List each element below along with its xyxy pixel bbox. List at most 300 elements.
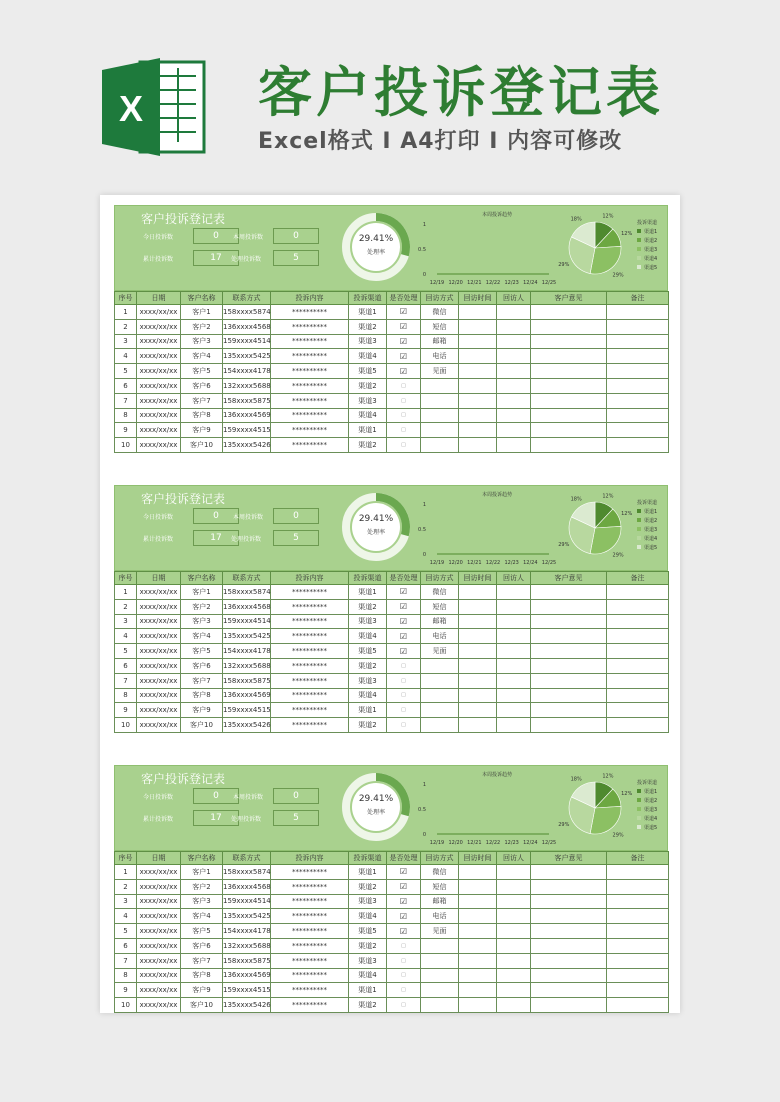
col-followup-time-cell [459, 879, 497, 894]
legend-swatch [637, 798, 641, 802]
col-followup-person-cell [497, 703, 531, 718]
col-followup-person-cell [497, 938, 531, 953]
col-channel-cell: 渠道1 [349, 865, 387, 880]
legend-label: 渠道4 [644, 536, 658, 542]
col-index-cell: 10 [115, 718, 137, 733]
handling-rate-value: 29.41% [358, 514, 394, 524]
col-customer-opinion-cell [531, 894, 607, 909]
col-handled-cell[interactable]: ☑ [387, 585, 421, 600]
col-contact-cell: 132xxxx5688 [223, 658, 271, 673]
col-index-cell: 10 [115, 998, 137, 1013]
handling-rate-value: 29.41% [358, 234, 394, 244]
col-content-cell: ********** [271, 953, 349, 968]
excel-logo-icon [100, 58, 208, 156]
col-followup-method-cell [421, 718, 459, 733]
legend-label: 渠道5 [644, 825, 658, 831]
col-followup-person-cell [497, 629, 531, 644]
col-handled-cell[interactable]: ☑ [387, 644, 421, 659]
col-customer-opinion-cell [531, 703, 607, 718]
col-contact-cell: 159xxxx4514 [223, 894, 271, 909]
y-tick-label: 1 [422, 502, 426, 508]
col-followup-person-cell [497, 599, 531, 614]
col-handled-cell[interactable]: ☑ [387, 909, 421, 924]
col-remarks-cell [607, 983, 669, 998]
col-customer-cell: 客户10 [181, 718, 223, 733]
col-remarks-cell [607, 968, 669, 983]
col-followup-person-cell [497, 924, 531, 939]
complaint-table [114, 571, 669, 733]
col-customer-opinion-cell [531, 865, 607, 880]
col-followup-time-cell [459, 998, 497, 1013]
legend-swatch [637, 816, 641, 820]
handling-rate-value: 29.41% [358, 794, 394, 804]
col-handled-cell[interactable]: ☑ [387, 924, 421, 939]
col-content-cell: ********** [271, 983, 349, 998]
table-row [115, 423, 669, 438]
col-remarks-cell [607, 703, 669, 718]
col-remarks-cell [607, 393, 669, 408]
col-channel-cell: 渠道4 [349, 909, 387, 924]
col-handled-cell[interactable]: □ [387, 998, 421, 1013]
col-followup-person-cell [497, 585, 531, 600]
x-tick-label: 12/25 [541, 840, 557, 846]
pie-data-label: 12% [602, 213, 614, 220]
poster-header [0, 0, 780, 185]
col-contact-cell: 135xxxx5426 [223, 998, 271, 1013]
table-row [115, 585, 669, 600]
legend-label: 渠道4 [644, 816, 658, 822]
col-followup-time-cell [459, 673, 497, 688]
col-handled-cell[interactable]: □ [387, 938, 421, 953]
col-remarks-cell [607, 378, 669, 393]
col-channel-cell: 渠道1 [349, 983, 387, 998]
col-contact-cell: 136xxxx4569 [223, 688, 271, 703]
col-followup-time-cell [459, 688, 497, 703]
dashboard-panel [114, 205, 668, 291]
col-customer-cell: 客户7 [181, 673, 223, 688]
col-handled-cell[interactable]: □ [387, 378, 421, 393]
col-customer-cell: 客户5 [181, 364, 223, 379]
col-customer-cell: 客户6 [181, 938, 223, 953]
legend-label: 渠道1 [644, 789, 658, 795]
col-contact-cell: 132xxxx5688 [223, 938, 271, 953]
col-contact-cell: 159xxxx4515 [223, 703, 271, 718]
col-channel-cell: 渠道2 [349, 718, 387, 733]
col-remarks-cell [607, 305, 669, 320]
header-col-channel: 投诉渠道 [349, 852, 387, 865]
header-col-content: 投诉内容 [271, 852, 349, 865]
col-remarks-cell [607, 423, 669, 438]
dashboard-title: 客户投诉登记表 [141, 772, 226, 786]
col-followup-time-cell [459, 599, 497, 614]
col-remarks-cell [607, 585, 669, 600]
total-complaints-value[interactable]: 17 [193, 250, 239, 266]
pie-data-label: 29% [612, 552, 624, 559]
col-followup-person-cell [497, 909, 531, 924]
col-remarks-cell [607, 599, 669, 614]
col-date-cell: xxxx/xx/xx [137, 924, 181, 939]
header-col-customer-opinion: 客户意见 [531, 852, 607, 865]
col-date-cell: xxxx/xx/xx [137, 644, 181, 659]
complaint-sheet [114, 765, 668, 1013]
col-followup-person-cell [497, 334, 531, 349]
col-followup-method-cell: 短信 [421, 319, 459, 334]
col-handled-cell[interactable]: ☑ [387, 614, 421, 629]
table-row [115, 305, 669, 320]
col-handled-cell[interactable]: ☑ [387, 364, 421, 379]
col-channel-cell: 渠道3 [349, 673, 387, 688]
table-row [115, 924, 669, 939]
col-followup-method-cell: 邮箱 [421, 614, 459, 629]
col-handled-cell[interactable]: ☑ [387, 894, 421, 909]
col-followup-person-cell [497, 673, 531, 688]
col-followup-method-cell: 电话 [421, 629, 459, 644]
table-row [115, 673, 669, 688]
col-handled-cell[interactable]: □ [387, 983, 421, 998]
col-customer-opinion-cell [531, 364, 607, 379]
col-date-cell: xxxx/xx/xx [137, 305, 181, 320]
col-index-cell: 6 [115, 938, 137, 953]
col-index-cell: 7 [115, 953, 137, 968]
table-row [115, 688, 669, 703]
col-remarks-cell [607, 924, 669, 939]
col-handled-cell[interactable]: □ [387, 393, 421, 408]
col-handled-cell[interactable]: ☑ [387, 305, 421, 320]
table-row [115, 865, 669, 880]
col-customer-cell: 客户3 [181, 614, 223, 629]
col-followup-method-cell [421, 423, 459, 438]
col-content-cell: ********** [271, 894, 349, 909]
table-row [115, 319, 669, 334]
col-followup-method-cell [421, 953, 459, 968]
col-channel-cell: 渠道2 [349, 599, 387, 614]
col-channel-cell: 渠道1 [349, 703, 387, 718]
x-tick-label: 12/19 [429, 280, 445, 286]
y-tick-label: 0 [422, 832, 426, 838]
x-tick-label: 12/24 [523, 280, 538, 286]
complaint-table [114, 291, 669, 453]
col-followup-time-cell [459, 438, 497, 453]
x-tick-label: 12/23 [504, 560, 519, 566]
col-contact-cell: 136xxxx4569 [223, 968, 271, 983]
col-index-cell: 1 [115, 585, 137, 600]
table-header-row [115, 572, 669, 585]
week-complaints-value[interactable]: 0 [273, 228, 319, 244]
col-followup-method-cell [421, 703, 459, 718]
col-date-cell: xxxx/xx/xx [137, 718, 181, 733]
col-followup-person-cell [497, 423, 531, 438]
header-col-customer: 客户名称 [181, 852, 223, 865]
y-tick-label: 0 [422, 272, 426, 278]
col-handled-cell[interactable]: □ [387, 673, 421, 688]
col-handled-cell[interactable]: □ [387, 423, 421, 438]
table-row [115, 968, 669, 983]
legend-swatch [637, 789, 641, 793]
col-customer-cell: 客户5 [181, 924, 223, 939]
header-col-followup-person: 回访人 [497, 572, 531, 585]
col-followup-person-cell [497, 968, 531, 983]
col-followup-method-cell [421, 438, 459, 453]
col-content-cell: ********** [271, 305, 349, 320]
col-index-cell: 1 [115, 305, 137, 320]
header-col-date: 日期 [137, 852, 181, 865]
col-customer-cell: 客户8 [181, 968, 223, 983]
col-followup-time-cell [459, 585, 497, 600]
col-handled-cell[interactable]: ☑ [387, 599, 421, 614]
week-complaints-value[interactable]: 0 [273, 788, 319, 804]
header-col-content: 投诉内容 [271, 572, 349, 585]
handled-complaints-value[interactable]: 5 [273, 530, 319, 546]
col-contact-cell: 136xxxx4568 [223, 319, 271, 334]
total-complaints-value[interactable]: 17 [193, 530, 239, 546]
col-channel-cell: 渠道2 [349, 998, 387, 1013]
col-channel-cell: 渠道5 [349, 924, 387, 939]
dashboard-panel [114, 485, 668, 571]
col-customer-cell: 客户9 [181, 423, 223, 438]
weekly-trend-title: 本周投诉趋势 [481, 212, 513, 218]
legend-swatch [637, 229, 641, 233]
col-date-cell: xxxx/xx/xx [137, 909, 181, 924]
legend-swatch [637, 545, 641, 549]
col-remarks-cell [607, 408, 669, 423]
table-row [115, 879, 669, 894]
col-handled-cell[interactable]: ☑ [387, 334, 421, 349]
col-handled-cell[interactable]: □ [387, 703, 421, 718]
header-col-customer: 客户名称 [181, 292, 223, 305]
col-customer-cell: 客户2 [181, 319, 223, 334]
col-followup-time-cell [459, 865, 497, 880]
col-contact-cell: 158xxxx5874 [223, 865, 271, 880]
col-index-cell: 5 [115, 364, 137, 379]
legend-label: 渠道1 [644, 229, 658, 235]
col-index-cell: 1 [115, 865, 137, 880]
pie-data-label: 29% [612, 272, 624, 279]
col-index-cell: 5 [115, 924, 137, 939]
table-row [115, 644, 669, 659]
col-date-cell: xxxx/xx/xx [137, 319, 181, 334]
col-followup-person-cell [497, 953, 531, 968]
table-row [115, 953, 669, 968]
col-customer-cell: 客户5 [181, 644, 223, 659]
col-followup-person-cell [497, 658, 531, 673]
col-followup-method-cell: 微信 [421, 865, 459, 880]
table-row [115, 998, 669, 1013]
col-handled-cell[interactable]: ☑ [387, 879, 421, 894]
col-contact-cell: 154xxxx4178 [223, 364, 271, 379]
x-tick-label: 12/20 [448, 560, 463, 566]
col-followup-person-cell [497, 408, 531, 423]
col-handled-cell[interactable]: ☑ [387, 865, 421, 880]
col-followup-method-cell [421, 968, 459, 983]
pie-data-label: 18% [570, 776, 582, 783]
col-customer-opinion-cell [531, 408, 607, 423]
header-col-followup-person: 回访人 [497, 292, 531, 305]
col-customer-opinion-cell [531, 614, 607, 629]
today-complaints-value[interactable]: 0 [193, 508, 239, 524]
col-contact-cell: 135xxxx5425 [223, 909, 271, 924]
legend-swatch [637, 256, 641, 260]
x-tick-label: 12/22 [485, 560, 501, 566]
header-col-date: 日期 [137, 292, 181, 305]
x-tick-label: 12/21 [467, 560, 482, 566]
col-handled-cell[interactable]: ☑ [387, 319, 421, 334]
col-followup-method-cell: 微信 [421, 305, 459, 320]
col-customer-opinion-cell [531, 319, 607, 334]
col-date-cell: xxxx/xx/xx [137, 953, 181, 968]
col-customer-cell: 客户9 [181, 983, 223, 998]
col-handled-cell[interactable]: □ [387, 718, 421, 733]
col-contact-cell: 158xxxx5874 [223, 305, 271, 320]
print-preview-paper [100, 195, 680, 1013]
legend-label: 渠道3 [644, 527, 658, 533]
col-customer-cell: 客户3 [181, 334, 223, 349]
col-date-cell: xxxx/xx/xx [137, 614, 181, 629]
col-handled-cell[interactable]: □ [387, 408, 421, 423]
col-handled-cell[interactable]: □ [387, 953, 421, 968]
col-date-cell: xxxx/xx/xx [137, 658, 181, 673]
col-channel-cell: 渠道3 [349, 393, 387, 408]
handling-rate-label: 处理率 [366, 809, 385, 816]
col-date-cell: xxxx/xx/xx [137, 629, 181, 644]
col-channel-cell: 渠道2 [349, 378, 387, 393]
col-remarks-cell [607, 938, 669, 953]
col-remarks-cell [607, 953, 669, 968]
header-col-channel: 投诉渠道 [349, 292, 387, 305]
col-channel-cell: 渠道1 [349, 585, 387, 600]
col-handled-cell[interactable]: □ [387, 688, 421, 703]
col-remarks-cell [607, 894, 669, 909]
table-header-row [115, 852, 669, 865]
excel-logo-letter: X [118, 88, 144, 129]
col-remarks-cell [607, 658, 669, 673]
col-contact-cell: 159xxxx4514 [223, 334, 271, 349]
header-col-remarks: 备注 [607, 852, 669, 865]
col-channel-cell: 渠道2 [349, 438, 387, 453]
header-col-customer-opinion: 客户意见 [531, 572, 607, 585]
col-index-cell: 8 [115, 688, 137, 703]
col-date-cell: xxxx/xx/xx [137, 968, 181, 983]
today-complaints-label: 今日投诉数 [143, 514, 174, 521]
legend-label: 渠道4 [644, 256, 658, 262]
col-index-cell: 2 [115, 319, 137, 334]
col-customer-cell: 客户10 [181, 438, 223, 453]
col-contact-cell: 136xxxx4569 [223, 408, 271, 423]
col-channel-cell: 渠道2 [349, 879, 387, 894]
col-followup-method-cell: 见面 [421, 644, 459, 659]
col-contact-cell: 136xxxx4568 [223, 879, 271, 894]
total-complaints-value[interactable]: 17 [193, 810, 239, 826]
col-index-cell: 4 [115, 629, 137, 644]
col-customer-opinion-cell [531, 629, 607, 644]
col-index-cell: 8 [115, 408, 137, 423]
col-index-cell: 3 [115, 334, 137, 349]
header-col-contact: 联系方式 [223, 852, 271, 865]
header-col-index: 序号 [115, 292, 137, 305]
pie-legend-title: 投诉渠道 [636, 780, 658, 786]
today-complaints-value[interactable]: 0 [193, 228, 239, 244]
col-content-cell: ********** [271, 599, 349, 614]
col-handled-cell[interactable]: □ [387, 438, 421, 453]
table-row [115, 614, 669, 629]
col-followup-method-cell [421, 983, 459, 998]
col-date-cell: xxxx/xx/xx [137, 879, 181, 894]
today-complaints-value[interactable]: 0 [193, 788, 239, 804]
col-customer-opinion-cell [531, 349, 607, 364]
weekly-trend-chart [419, 488, 559, 570]
col-handled-cell[interactable]: □ [387, 968, 421, 983]
col-handled-cell[interactable]: ☑ [387, 629, 421, 644]
col-customer-cell: 客户4 [181, 909, 223, 924]
header-col-contact: 联系方式 [223, 572, 271, 585]
week-complaints-label: 本周投诉数 [233, 514, 264, 521]
col-handled-cell[interactable]: □ [387, 658, 421, 673]
col-customer-cell: 客户9 [181, 703, 223, 718]
col-channel-cell: 渠道4 [349, 408, 387, 423]
x-tick-label: 12/20 [448, 840, 463, 846]
col-content-cell: ********** [271, 629, 349, 644]
col-followup-person-cell [497, 349, 531, 364]
handled-complaints-value[interactable]: 5 [273, 250, 319, 266]
col-content-cell: ********** [271, 865, 349, 880]
col-followup-time-cell [459, 319, 497, 334]
week-complaints-label: 本周投诉数 [233, 234, 264, 241]
col-channel-cell: 渠道4 [349, 968, 387, 983]
col-index-cell: 7 [115, 393, 137, 408]
pie-data-label: 12% [621, 791, 633, 798]
col-handled-cell[interactable]: ☑ [387, 349, 421, 364]
col-remarks-cell [607, 364, 669, 379]
col-contact-cell: 135xxxx5425 [223, 629, 271, 644]
col-followup-method-cell [421, 938, 459, 953]
col-followup-time-cell [459, 953, 497, 968]
col-followup-person-cell [497, 614, 531, 629]
handled-complaints-value[interactable]: 5 [273, 810, 319, 826]
legend-swatch [637, 527, 641, 531]
col-channel-cell: 渠道5 [349, 364, 387, 379]
col-channel-cell: 渠道4 [349, 688, 387, 703]
col-date-cell: xxxx/xx/xx [137, 703, 181, 718]
legend-label: 渠道2 [644, 238, 658, 244]
col-customer-cell: 客户3 [181, 894, 223, 909]
col-followup-time-cell [459, 629, 497, 644]
x-tick-label: 12/19 [429, 840, 445, 846]
col-date-cell: xxxx/xx/xx [137, 585, 181, 600]
x-tick-label: 12/21 [467, 280, 482, 286]
col-followup-time-cell [459, 364, 497, 379]
header-col-handled: 是否处理 [387, 852, 421, 865]
col-followup-person-cell [497, 865, 531, 880]
legend-swatch [637, 247, 641, 251]
col-customer-cell: 客户8 [181, 688, 223, 703]
week-complaints-value[interactable]: 0 [273, 508, 319, 524]
col-content-cell: ********** [271, 334, 349, 349]
channel-pie-chart [547, 208, 669, 290]
col-date-cell: xxxx/xx/xx [137, 998, 181, 1013]
col-followup-time-cell [459, 983, 497, 998]
col-customer-cell: 客户10 [181, 998, 223, 1013]
col-channel-cell: 渠道3 [349, 614, 387, 629]
col-customer-cell: 客户6 [181, 658, 223, 673]
col-followup-time-cell [459, 658, 497, 673]
col-date-cell: xxxx/xx/xx [137, 865, 181, 880]
col-customer-opinion-cell [531, 393, 607, 408]
col-contact-cell: 135xxxx5426 [223, 438, 271, 453]
channel-pie-chart [547, 768, 669, 850]
header-col-followup-method: 回访方式 [421, 852, 459, 865]
col-customer-opinion-cell [531, 599, 607, 614]
legend-label: 渠道2 [644, 798, 658, 804]
col-followup-time-cell [459, 408, 497, 423]
